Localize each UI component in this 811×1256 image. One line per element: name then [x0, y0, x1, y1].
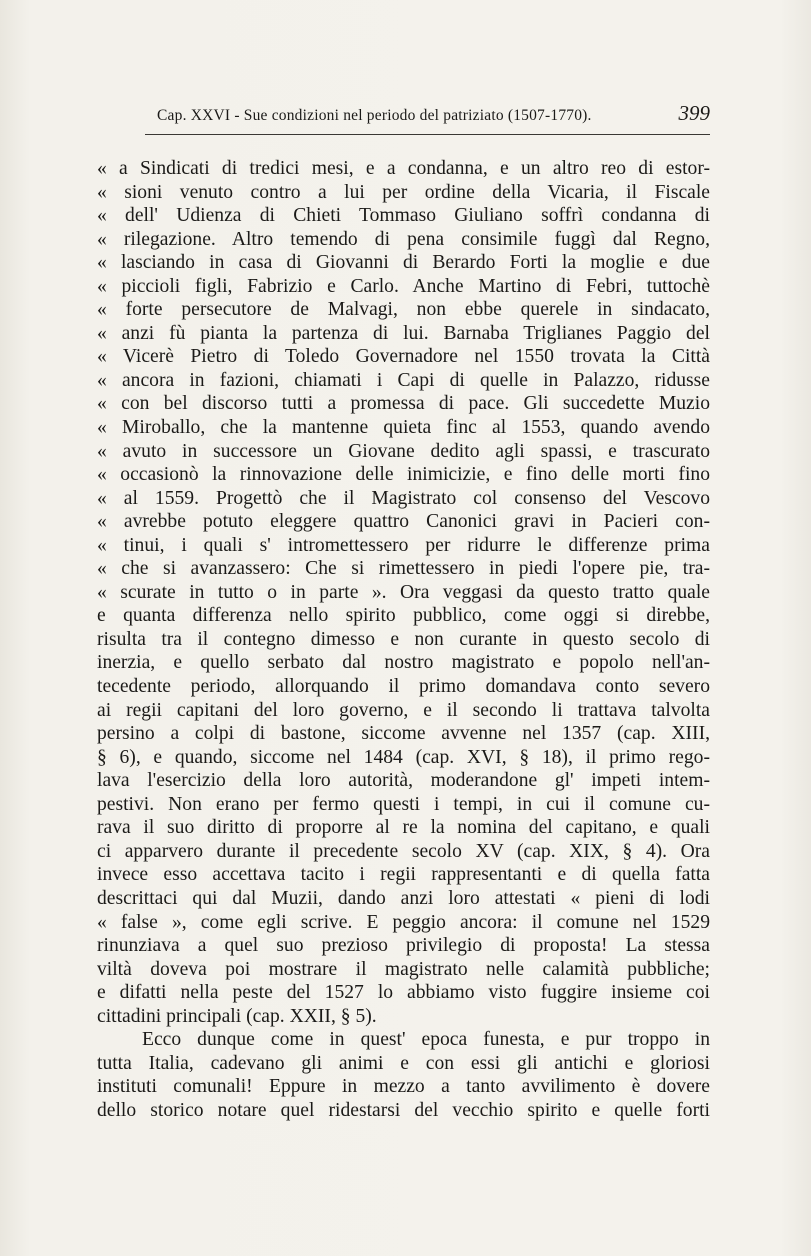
- text-line: ci apparvero durante il precedente secolo XV (cap. XIX, § 4). Ora: [97, 840, 710, 862]
- text-line: cittadini principali (cap. XXII, § 5).: [97, 1005, 377, 1027]
- text-line: « occasionò la rinnovazione delle inimicizie, e fino delle morti fino: [97, 464, 710, 486]
- text-line: Ecco dunque come in quest' epoca funesta, e pur troppo in: [142, 1029, 710, 1051]
- text-line: « Miroballo, che la mantenne quieta finc al 1553, quando avendo: [97, 417, 710, 439]
- text-line: « anzi fù pianta la partenza di lui. Barnaba Triglianes Paggio del: [97, 322, 710, 344]
- text-line: rinunziava a quel suo prezioso privilegio di proposta! La stessa: [97, 935, 710, 957]
- text-line: e difatti nella peste del 1527 lo abbiamo visto fuggire insieme coi: [97, 982, 710, 1004]
- text-line: « avrebbe potuto eleggere quattro Canonici gravi in Pacieri con-: [97, 511, 710, 533]
- text-line: « al 1559. Progettò che il Magistrato col consenso del Vescovo: [97, 487, 710, 509]
- text-line: « lasciando in casa di Giovanni di Berardo Forti la moglie e due: [97, 252, 710, 274]
- text-line: « avuto in successore un Giovane dedito agli spassi, e trascurato: [97, 440, 710, 462]
- text-line: « ancora in fazioni, chiamati i Capi di quelle in Palazzo, ridusse: [97, 369, 710, 391]
- text-line: risulta tra il contegno dimesso e non curante in questo secolo di: [97, 628, 710, 650]
- text-line: « dell' Udienza di Chieti Tommaso Giuliano soffrì condanna di: [97, 205, 710, 227]
- text-line: dello storico notare quel ridestarsi del vecchio spirito e quelle forti: [97, 1099, 710, 1121]
- text-line: e quanta differenza nello spirito pubblico, come oggi si direbbe,: [97, 605, 710, 627]
- running-head: Cap. XXVI - Sue condizioni nel periodo del patriziato (1507-1770).: [157, 107, 592, 124]
- text-line: persino a colpi di bastone, siccome avvenne nel 1357 (cap. XIII,: [97, 723, 710, 745]
- text-line: « forte persecutore de Malvagi, non ebbe querele in sindacato,: [97, 299, 710, 321]
- text-line: viltà doveva poi mostrare il magistrato nelle calamità pubbliche;: [97, 958, 710, 980]
- text-line: instituti comunali! Eppure in mezzo a tanto avvilimento è dovere: [97, 1076, 710, 1098]
- page-number: 399: [678, 101, 710, 125]
- text-line: tutta Italia, cadevano gli animi e con essi gli antichi e gloriosi: [97, 1052, 710, 1074]
- text-line: « che si avanzassero: Che si rimettessero in piedi l'opere pie, tra-: [97, 558, 710, 580]
- text-line: « con bel discorso tutti a promessa di pace. Gli succedette Muzio: [97, 393, 710, 415]
- text-line: « a Sindicati di tredici mesi, e a condanna, e un altro reo di estor-: [97, 158, 710, 179]
- text-line: « scurate in tutto o in parte ». Ora veggasi da questo tratto quale: [97, 581, 710, 603]
- text-line: ai regii capitani del loro governo, e il secondo li trattava talvolta: [97, 699, 710, 721]
- text-line: « rilegazione. Altro temendo di pena consimile fuggì dal Regno,: [97, 228, 710, 250]
- text-line: « tinui, i quali s' intromettessero per ridurre le differenze prima: [97, 534, 710, 556]
- text-line: « false », come egli scrive. E peggio ancora: il comune nel 1529: [97, 911, 710, 933]
- text-line: pestivi. Non erano per fermo questi i tempi, in cui il comune cu-: [97, 793, 710, 815]
- text-line: § 6), e quando, siccome nel 1484 (cap. XVI, § 18), il primo rego-: [97, 746, 710, 768]
- text-line: « sioni venuto contro a lui per ordine della Vicaria, il Fiscale: [97, 181, 710, 203]
- text-line: descrittaci qui dal Muzii, dando anzi loro attestati « pieni di lodi: [97, 887, 710, 909]
- text-line: rava il suo diritto di proporre al re la nomina del capitano, e quali: [97, 817, 710, 839]
- body-text: [97, 157, 710, 1122]
- text-line: « piccioli figli, Fabrizio e Carlo. Anche Martino di Febri, tuttochè: [97, 275, 710, 297]
- text-line: lava l'esercizio della loro autorità, moderandone gl' impeti intem-: [97, 770, 710, 792]
- text-line: invece esso accettava tacito i regii rappresentanti e di quella fatta: [97, 864, 710, 886]
- text-line: inerzia, e quello serbato dal nostro magistrato e popolo nell'an-: [97, 652, 710, 674]
- text-line: « Vicerè Pietro di Toledo Governadore nel 1550 trovata la Città: [97, 346, 710, 368]
- page-header: [145, 103, 710, 133]
- text-line: tecedente periodo, allorquando il primo domandava conto severo: [97, 676, 710, 698]
- header-rule: [145, 134, 710, 135]
